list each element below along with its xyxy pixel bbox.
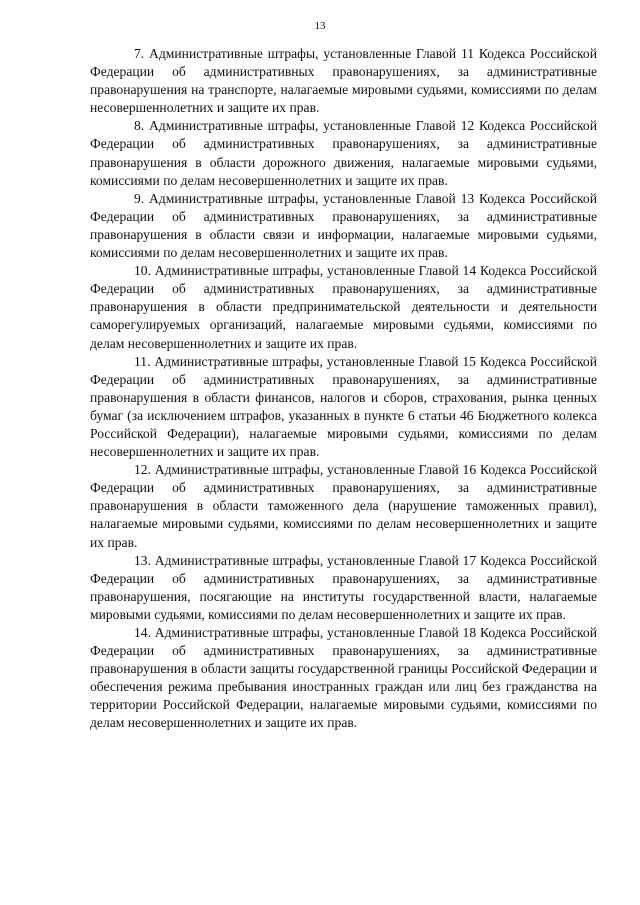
paragraph-item-10: 10. Административные штрафы, установленные Главой 14 Кодекса Российской Федерации об административных правонарушениях, за административные правонарушения в области предпринимательской деятельности и деятельности саморегулируемых организаций, налагаемые мировыми судьями, комиссиями по делам несовершеннолетних и защите их прав.: [90, 263, 597, 351]
paragraph-item-12: 12. Административные штрафы, установленные Главой 16 Кодекса Российской Федерации об административных правонарушениях, за административные правонарушения в области таможенного дела (нарушение таможенных правил), налагаемые мировыми судьями, комиссиями по делам несовершеннолетних и защите их прав.: [90, 462, 597, 550]
paragraph-item-13: 13. Административные штрафы, установленные Главой 17 Кодекса Российской Федерации об административных правонарушениях, за административные правонарушения, посягающие на институты государственной власти, налагаемые мировыми судьями, комиссиями по делам несовершеннолетних и защите их прав.: [90, 552, 597, 622]
document-body: [90, 45, 597, 733]
paragraph-item-8: 8. Административные штрафы, установленные Главой 12 Кодекса Российской Федерации об административных правонарушениях, за административные правонарушения в области дорожного движения, налагаемые мировыми судьями, комиссиями по делам несовершеннолетних и защите их прав.: [90, 118, 597, 188]
paragraph-item-11: 11. Административные штрафы, установленные Главой 15 Кодекса Российской Федерации об административных правонарушениях, за административные правонарушения в области финансов, налогов и сборов, страхования, рынка ценных бумаг (за исключением штрафов, указанных в пункте 6 статьи 46 Бюджетного колекса Российской Федерации), налагаемые мировыми судьями, комиссиями по делам несовершеннолетних и защите их прав.: [90, 353, 597, 460]
paragraph-item-7: 7. Административные штрафы, установленные Главой 11 Кодекса Российской Федерации об административных правонарушениях, за административные правонарушения на транспорте, налагаемые мировыми судьями, комиссиями по делам несовершеннолетних и защите их прав.: [90, 46, 597, 116]
paragraph-item-9: 9. Административные штрафы, установленные Главой 13 Кодекса Российской Федерации об административных правонарушениях, за административные правонарушения в области связи и информации, налагаемые мировыми судьями, комиссиями по делам несовершеннолетних и защите их прав.: [90, 190, 597, 261]
paragraph-item-14: 14. Административные штрафы, установленные Главой 18 Кодекса Российской Федерации об административных правонарушениях, за административные правонарушения в области защиты государственной границы Российской Федерации и обеспечения режима пребывания иностранных граждан или лиц без гражданства на территории Российской Федерации, налагаемые мировыми судьями, комиссиями по делам несовершеннолетних и защите их прав.: [90, 625, 597, 731]
page-number: 13: [314, 20, 326, 32]
